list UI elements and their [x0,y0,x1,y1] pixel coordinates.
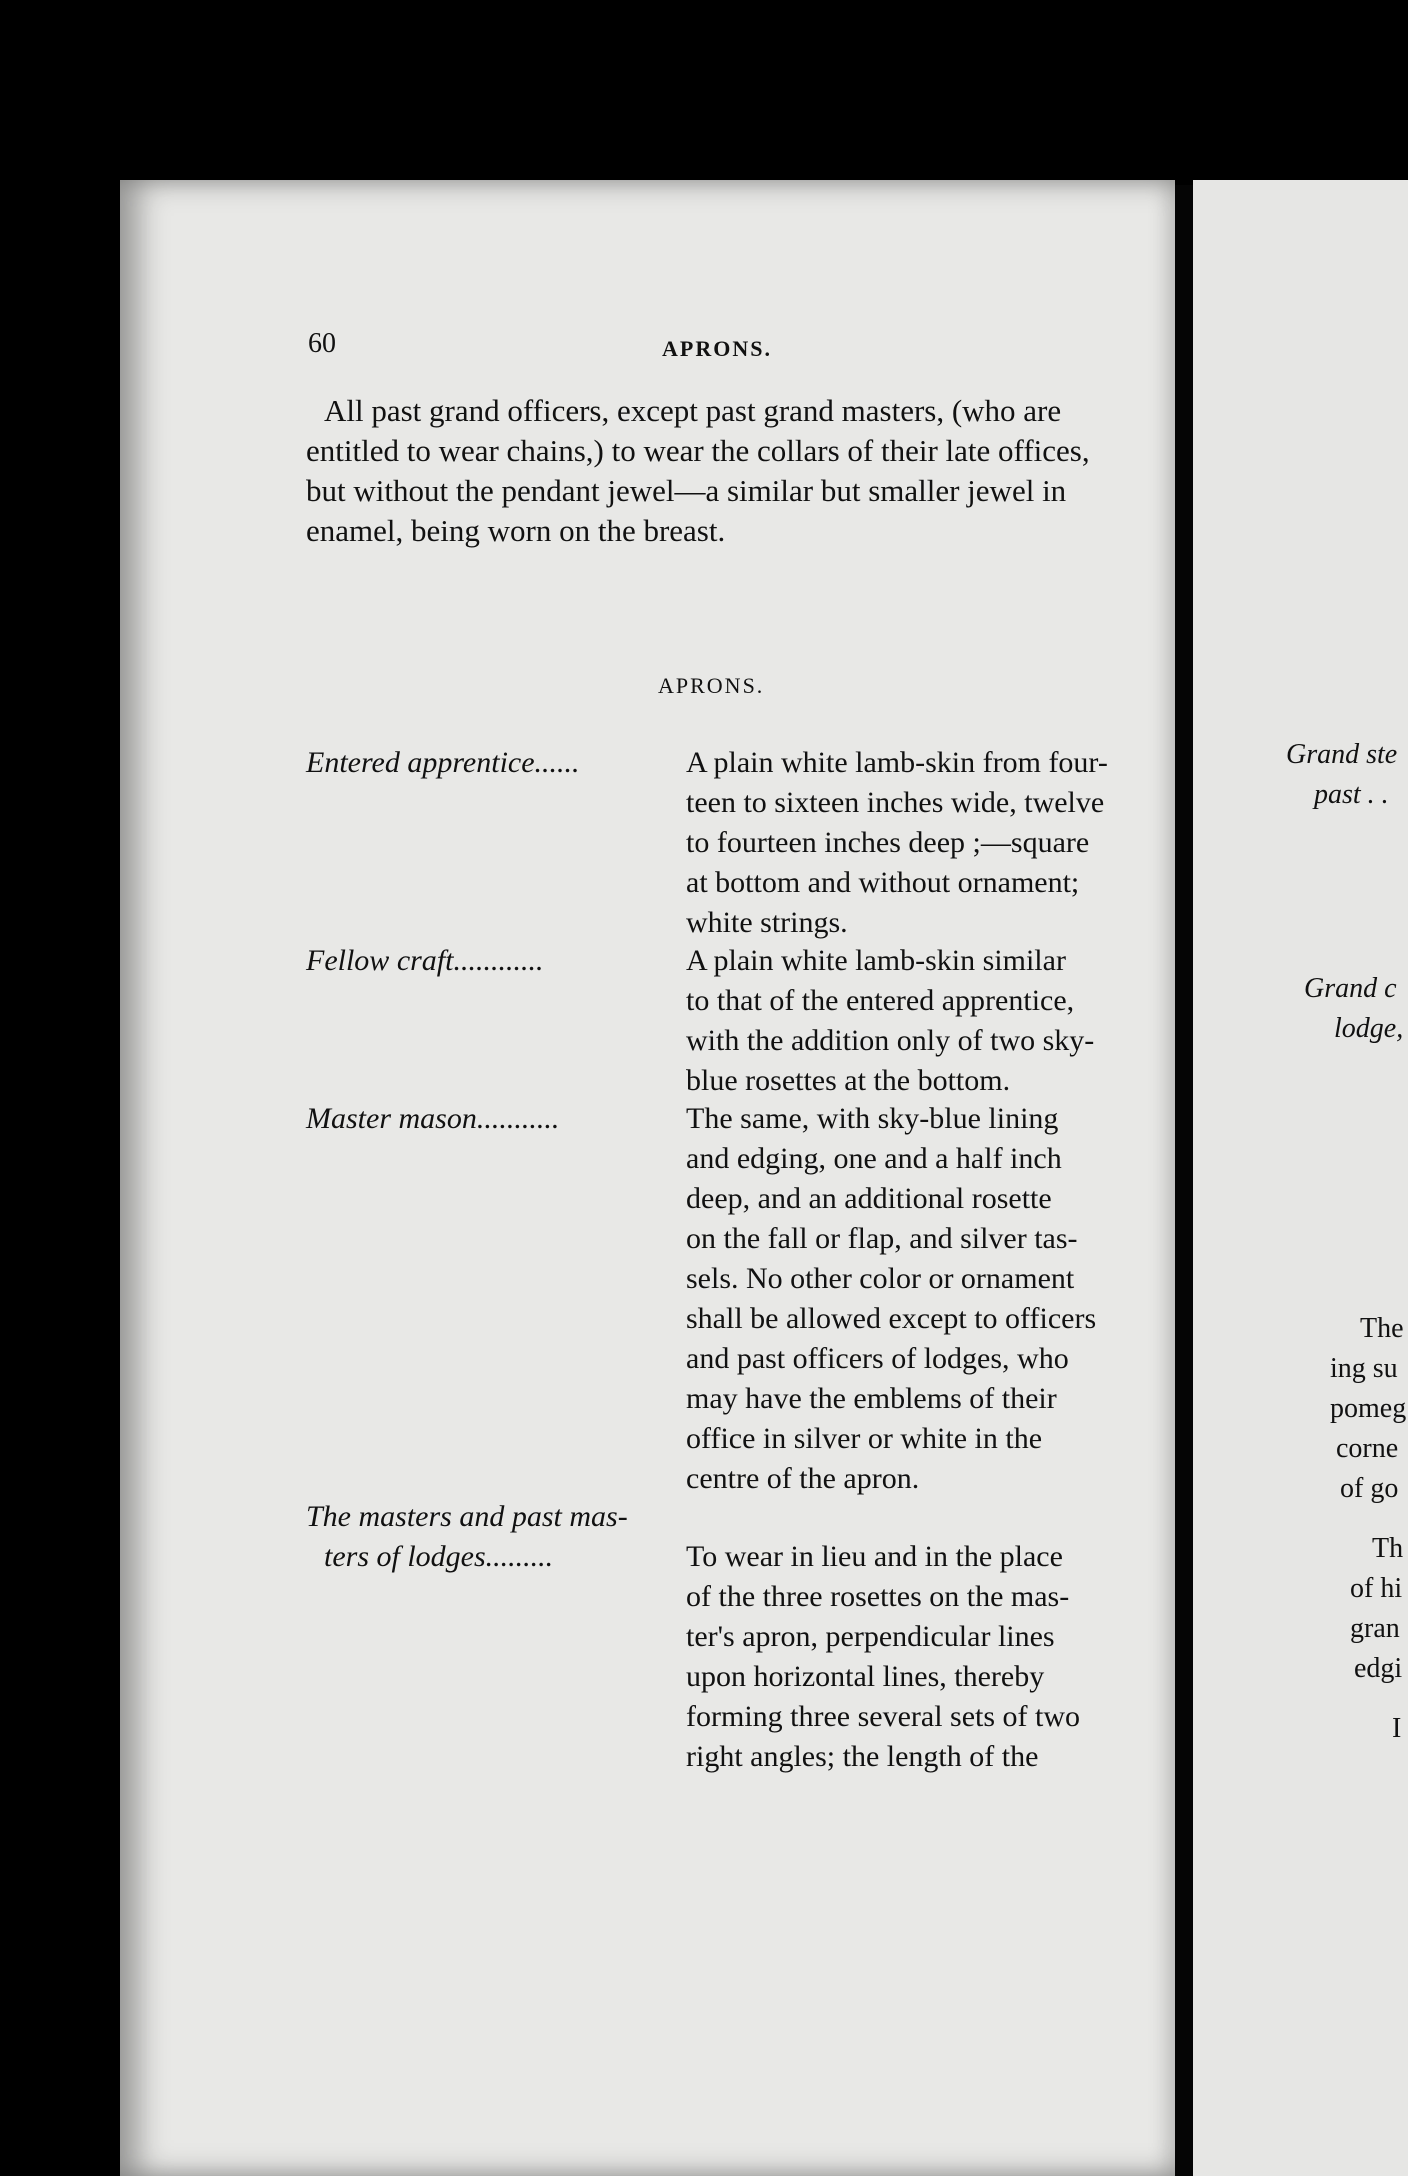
right-page-fragment: The [1360,1313,1404,1344]
section-title: APRONS. [658,673,765,698]
entry-description-line: with the addition only of two sky- [686,1024,1095,1057]
right-page-fragment: Grand c [1304,973,1397,1004]
right-page-fragment: Grand ste [1286,739,1398,770]
dot-leader: ........... [476,1102,560,1135]
page-number: 60 [308,328,336,359]
right-page-fragment: past . . [1314,779,1389,810]
entry-description-line: sels. No other color or ornament [686,1262,1075,1295]
entry-description-line: A plain white lamb-skin similar [686,944,1066,977]
paragraph-line: enamel, being worn on the breast. [306,513,726,548]
entry-description-line: ter's apron, perpendicular lines [686,1620,1055,1653]
entry-term: Master mason........... [306,1102,560,1135]
entry-description-line: at bottom and without ornament; [686,866,1080,899]
entry-description-line: centre of the apron. [686,1462,920,1495]
entry-description-line: office in silver or white in the [686,1422,1043,1455]
paragraph-line: but without the pendant jewel—a similar but smaller jewel in [306,473,1067,508]
entry-term: Fellow craft............ [306,944,544,977]
entry-description-line: shall be allowed except to officers [686,1302,1097,1335]
right-page-fragment: edgi [1354,1653,1403,1684]
entry-description-line: A plain white lamb-skin from four- [686,746,1108,779]
right-page [1193,180,1408,2176]
entry-description-line: right angles; the length of the [686,1740,1039,1773]
entry-description-line: white strings. [686,906,848,939]
right-page-fragment: of hi [1350,1573,1403,1604]
entry-term: The masters and past mas- [306,1500,628,1533]
dot-leader: ......... [485,1540,554,1573]
entry-description-line: to fourteen inches deep ;—square [686,826,1090,859]
right-page-fragment: I [1392,1713,1402,1744]
entry-description-line: and past officers of lodges, who [686,1342,1069,1375]
right-page-fragment: pomeg [1330,1393,1407,1424]
book-gutter [1175,185,1193,2176]
entry-description-line: The same, with sky-blue lining [686,1102,1059,1135]
right-page-fragment: corne [1336,1433,1399,1464]
entry-description-line: deep, and an additional rosette [686,1182,1052,1215]
right-page-fragment: gran [1350,1613,1400,1644]
right-page-fragment: lodge, [1334,1013,1404,1044]
entry-description-line: blue rosettes at the bottom. [686,1064,1011,1097]
entry-description-line: To wear in lieu and in the place [686,1540,1063,1573]
entry-description-line: teen to sixteen inches wide, twelve [686,786,1105,819]
entry-description-line: may have the emblems of their [686,1382,1057,1415]
entry-description-line: and edging, one and a half inch [686,1142,1062,1175]
right-page-fragment: ing su [1330,1353,1398,1384]
entry-description-line: upon horizontal lines, thereby [686,1660,1045,1693]
right-page-fragment: of go [1340,1473,1399,1504]
entry-description-line: forming three several sets of two [686,1700,1081,1733]
dot-leader: ...... [534,746,580,779]
running-head: APRONS. [662,336,772,361]
entry-description-line: on the fall or flap, and silver tas- [686,1222,1078,1255]
entry-description-line: of the three rosettes on the mas- [686,1580,1070,1613]
paragraph-line: All past grand officers, except past grand masters, (who are [324,393,1062,428]
entry-term: Entered apprentice...... [306,746,580,779]
paragraph-line: entitled to wear chains,) to wear the collars of their late offices, [306,433,1090,468]
entry-description-line: to that of the entered apprentice, [686,984,1075,1017]
dot-leader: ............ [453,944,544,977]
entry-term: ters of lodges......... [324,1540,554,1573]
right-page-fragment: Th [1372,1533,1404,1564]
